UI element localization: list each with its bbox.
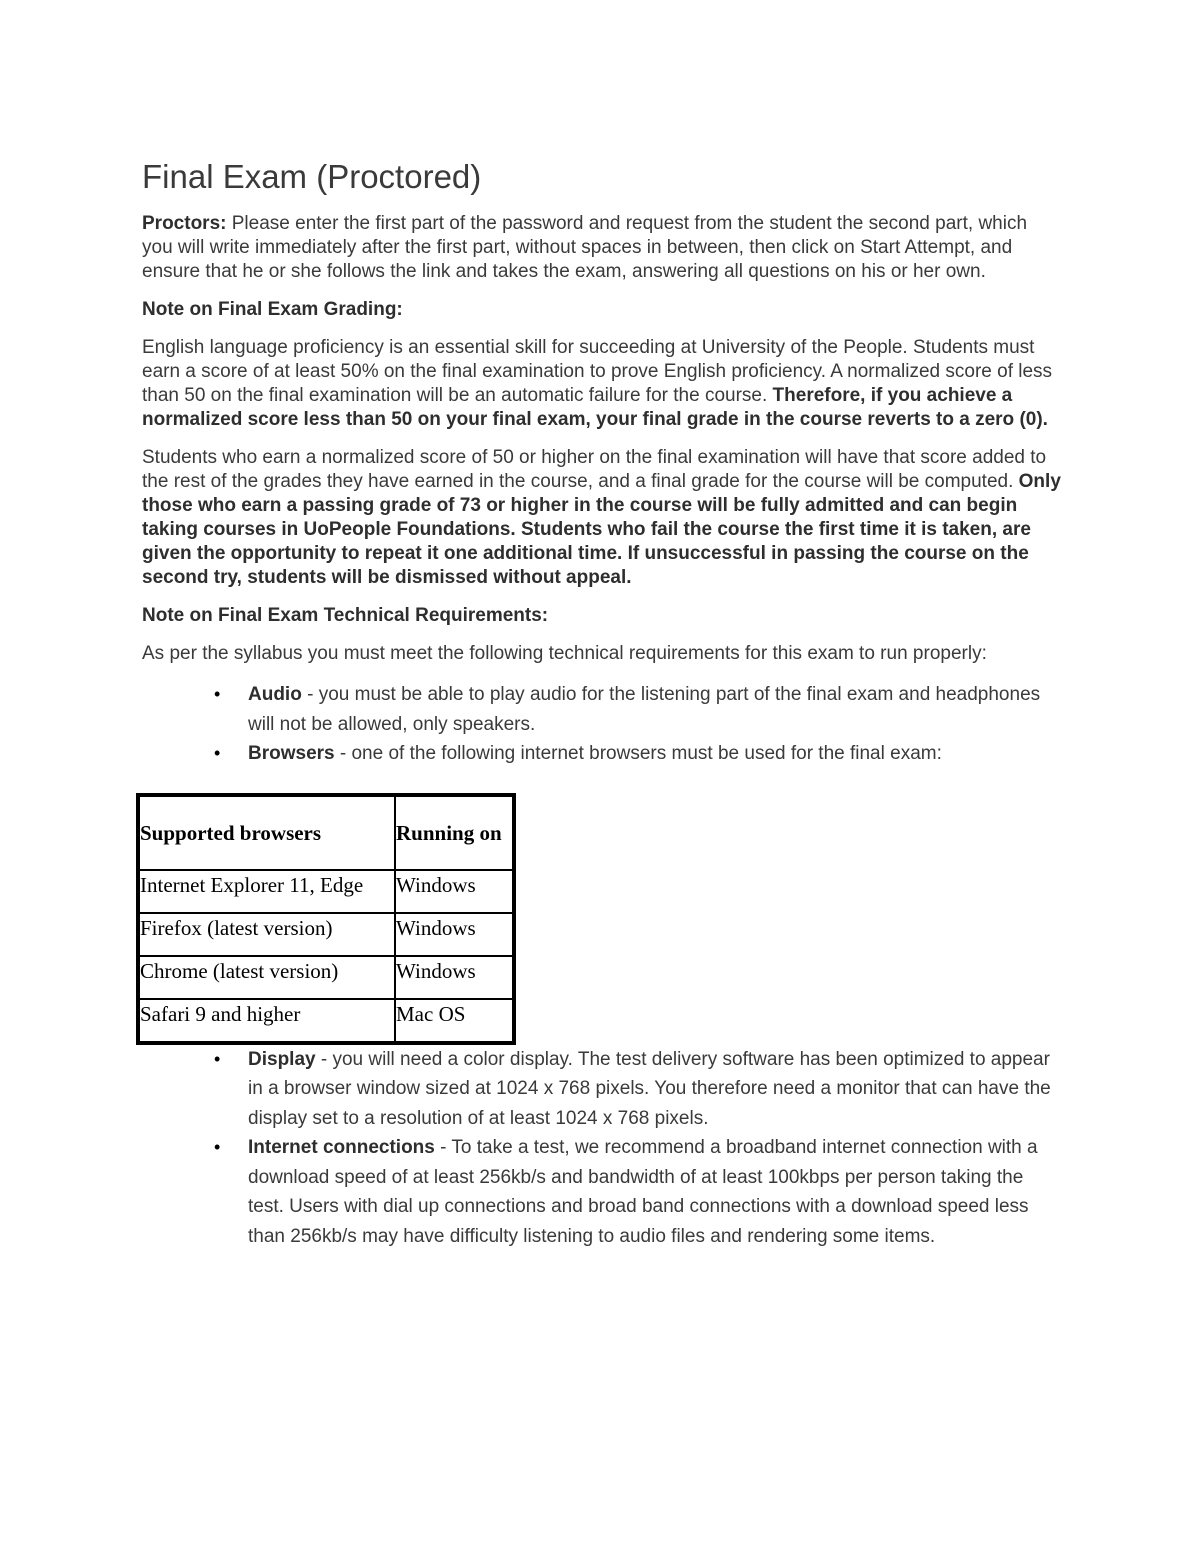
os-cell: Windows bbox=[395, 870, 514, 913]
document-page bbox=[142, 156, 1062, 1251]
bullet-icon: • bbox=[214, 684, 221, 704]
requirements-list bbox=[142, 680, 1062, 769]
grading-p2-text: Students who earn a normalized score of 50 or higher on the final examination will have that score added to the rest of the grades they have earned in the course, and a final grade for the course will be computed. bbox=[142, 447, 1047, 492]
os-cell: Windows bbox=[395, 913, 514, 956]
browser-cell: Internet Explorer 11, Edge bbox=[138, 870, 395, 913]
proctors-text: Please enter the first part of the password and request from the student the second part, which you will write immediately after the first part, without spaces in between, then click on Start Attempt, and ensure that he or she follows the link and takes the exam, answering all questions on his or her own. bbox=[142, 213, 1028, 282]
internet-label: Internet connections bbox=[248, 1137, 435, 1158]
browser-cell: Safari 9 and higher bbox=[138, 999, 395, 1043]
grading-p2-bold: Only those who earn a passing grade of 73 or higher in the course will be fully admitted and can begin taking courses in UoPeople Foundations. Students who fail the course the first time it is taken, are given the opportunity to repeat it one additional time. If unsuccessful in passing the course on the second try, students will be dismissed without appeal. bbox=[142, 471, 1061, 588]
internet-text: - To take a test, we recommend a broadband internet connection with a download speed of at least 256kb/s and bandwidth of at least 100kbps per person taking the test. Users with dial up connections and broad band connections with a download speed less than 256kb/s may have difficulty listening to audio files and rendering some items. bbox=[248, 1137, 1038, 1247]
display-label: Display bbox=[248, 1048, 316, 1070]
browser-cell: Chrome (latest version) bbox=[138, 956, 395, 999]
display-text: - you will need a color display. The test delivery software has been optimized to appear in a browser window sized at 1024 x 768 pixels. You therefore need a monitor that can have the display set to a resolution of at least 1024 x 768 pixels. bbox=[248, 1048, 1051, 1129]
table-row bbox=[138, 956, 514, 999]
header-supported-browsers: Supported browsers bbox=[138, 795, 395, 870]
audio-text: - you must be able to play audio for the listening part of the final exam and headphones will not be allowed, only speakers. bbox=[248, 684, 1041, 735]
browser-cell: Firefox (latest version) bbox=[138, 913, 395, 956]
grading-paragraph-1 bbox=[142, 336, 1062, 432]
list-item-internet bbox=[214, 1133, 1062, 1251]
list-item-audio bbox=[214, 680, 1062, 739]
bullet-icon: • bbox=[214, 1048, 221, 1069]
grading-heading: Note on Final Exam Grading: bbox=[142, 299, 403, 320]
technical-intro: As per the syllabus you must meet the following technical requirements for this exam to run properly: bbox=[142, 643, 987, 664]
grading-p1-text: English language proficiency is an essential skill for succeeding at University of the People. Students must earn a score of at least 50% on the final examination to prove English proficiency. A normalized score of less than 50 on the final examination will be an automatic failure for the course. bbox=[142, 337, 1053, 406]
table-header-row bbox=[138, 795, 514, 870]
grading-paragraph-2 bbox=[142, 446, 1062, 590]
list-item-browsers bbox=[214, 739, 1062, 769]
list-item-display bbox=[214, 1045, 1062, 1134]
page-title: Final Exam (Proctored) bbox=[142, 158, 482, 195]
grading-p1-bold: Therefore, if you achieve a normalized score less than 50 on your final exam, your final grade in the course reverts to a zero (0). bbox=[142, 385, 1048, 430]
proctors-paragraph bbox=[142, 212, 1062, 284]
browsers-table bbox=[136, 793, 516, 1045]
os-cell: Mac OS bbox=[395, 999, 514, 1043]
table-row bbox=[138, 913, 514, 956]
browsers-text: - one of the following internet browsers must be used for the final exam: bbox=[334, 743, 942, 764]
proctors-label: Proctors: bbox=[142, 213, 227, 234]
bullet-icon: • bbox=[214, 743, 221, 763]
browsers-label: Browsers bbox=[248, 743, 335, 764]
table-row bbox=[138, 870, 514, 913]
header-running-on: Running on bbox=[395, 795, 514, 870]
os-cell: Windows bbox=[395, 956, 514, 999]
bullet-icon: • bbox=[214, 1137, 221, 1157]
audio-label: Audio bbox=[248, 684, 302, 705]
requirements-list-continued bbox=[142, 1045, 1062, 1252]
technical-heading: Note on Final Exam Technical Requirements: bbox=[142, 605, 549, 626]
table-row bbox=[138, 999, 514, 1043]
